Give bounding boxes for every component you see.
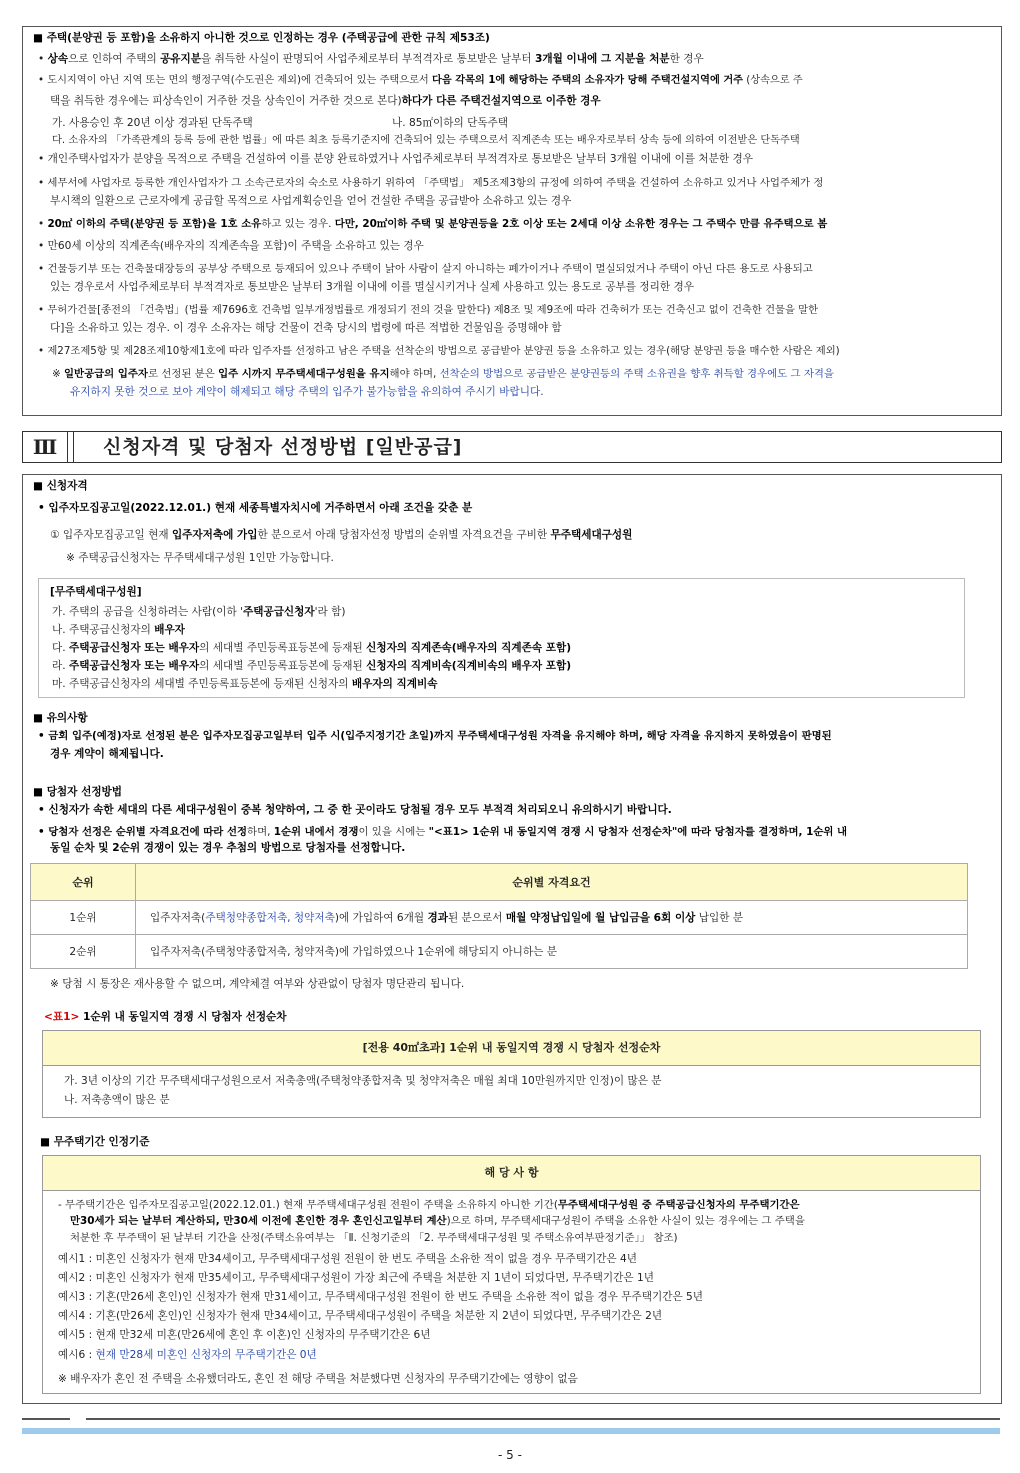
text: 한 분으로서 아래 당첨자선정 방법의 순위별 자격요건을 구비한 <box>257 529 551 541</box>
text-bold: 만30세가 되는 날부터 계산하되, 만30세 이전에 혼인한 경우 혼인신고일부터 계산 <box>70 1215 447 1227</box>
text: )으로 하며, 무주택세대구성원이 주택을 소유한 사실이 있는 경우에는 그 주택을 <box>446 1215 805 1227</box>
text: 가. 주택의 공급을 신청하려는 사람(이하 ' <box>52 606 243 618</box>
table1-line-2: 나. 저축총액이 많은 분 <box>64 1094 170 1106</box>
top-line-17: 유지하지 못한 것으로 보아 계약이 해제되고 해당 주택의 입주가 불가능함을 유의하여 주시기 바랍니다. <box>70 386 544 398</box>
select-note: ※ 당첨 시 통장은 재사용할 수 없으며, 계약체결 여부와 상관없이 당첨자 명단관리 됩니다. <box>50 978 465 990</box>
text: • 도시지역이 아닌 지역 또는 면의 행정구역(수도권은 제외)에 건축되어 있는 주택으로서 <box>38 75 433 86</box>
table1-line-1: 가. 3년 이상의 기간 무주택세대구성원으로서 저축총액(주택청약종합저축 및 청약저축은 매월 최대 10만원까지만 인정)이 많은 분 <box>64 1075 662 1087</box>
table1-header-bar: [전용 40㎡초과] 1순위 내 동일지역 경쟁 시 당첨자 선정순차 <box>42 1030 981 1066</box>
apply-line-2 <box>50 526 632 544</box>
text-bold: 무주택세대구성원 중 주택공급신청자의 무주택기간은 <box>557 1199 800 1211</box>
text-blue: 선착순의 방법으로 공급받은 분양권등의 주택 소유권을 향후 취득할 경우에도 그 자격을 <box>439 368 834 380</box>
top-line-2 <box>38 72 803 90</box>
text: 하며, <box>247 826 274 838</box>
text-bold: 주택공급신청자 <box>243 606 315 618</box>
text: (상속으로 주 <box>743 75 803 86</box>
text-bold: 경과 <box>427 912 448 924</box>
top-line-9 <box>38 215 827 233</box>
section-title: 신청자격 및 당첨자 선정방법 [일반공급] <box>103 436 463 458</box>
text: - 무주택기간은 입주자모집공고일(2022.12.01.) 현재 무주택세대구성원 전원이 주택을 소유하지 아니한 기간( <box>58 1199 558 1211</box>
select-line-3: 동일 순차 및 2순위 경쟁이 있는 경우 추첨의 방법으로 당첨자를 선정합니다. <box>50 842 406 854</box>
text-bold: 다만, 20㎡이하 주택 및 분양권등을 2호 이상 또는 2세대 이상 소유한 경우는 그 주택수 만큼 유주택으로 봄 <box>334 218 828 230</box>
text-blue: 현재 만28세 미혼인 신청자의 무주택기간은 0년 <box>95 1349 317 1361</box>
text: 입주자저축( <box>150 912 206 924</box>
top-line-15: • 제27조제5항 및 제28조제10항제1호에 따라 입주자를 선정하고 남은 주택을 선착순의 방법으로 공급받아 분양권 등을 소유하고 있는 경우(해당 분양권 등을 매수한 사람은 제외) <box>38 345 840 357</box>
text: 으로 인하여 주택의 <box>68 53 161 65</box>
table-row <box>31 935 968 969</box>
period-line-2 <box>70 1212 805 1230</box>
text-bold: 3개월 이내에 그 지분을 처분 <box>534 53 670 65</box>
text: 하고 있는 경우. <box>261 218 335 230</box>
text-bold: 배우자 <box>154 624 185 636</box>
top-line-8: 부시책의 일환으로 근로자에게 공급할 목적으로 사업계획승인을 얻어 건설한 주택을 공급받아 소유하고 있는 경우 <box>50 195 572 207</box>
text-bold: 신청자의 직계존속(배우자의 직계존속 포함) <box>366 642 572 654</box>
select-heading: ■ 당첨자 선정방법 <box>33 786 123 798</box>
text: 나. 주택공급신청자의 <box>52 624 155 636</box>
text-bold: 일반공급의 입주자 <box>64 368 148 380</box>
period-line-3: 처분한 후 무주택이 된 날부터 기간을 산정(주택소유여부는 「Ⅱ. 신청기준의 「2. 무주택세대구성원 및 주택소유여부판정기준」」 참조) <box>70 1232 678 1244</box>
example-5: 예시5 : 현재 만32세 미혼(만26세에 혼인 후 이혼)인 신청자의 무주택기간은 6년 <box>58 1329 431 1341</box>
text-bold: 배우자의 직계비속 <box>351 678 438 690</box>
top-line-6: • 개인주택사업자가 분양을 목적으로 주택을 건설하여 이를 분양 완료하였거나 사업주체로부터 부적격자로 통보받은 날부터 3개월 이내에 이를 처분한 경우 <box>38 153 753 165</box>
example-6 <box>58 1346 317 1364</box>
top-line-11: • 건물등기부 또는 건축물대장등의 공부상 주택으로 등재되어 있으나 주택이 낡아 사람이 살지 아니하는 폐가이거나 주택이 멸실되었거나 주택이 아닌 다른 용도로 사용되고 <box>38 263 813 275</box>
household-line-3 <box>52 639 571 657</box>
text-bold: 무주택세대구성원 <box>550 529 633 541</box>
footer-rule-right <box>86 1418 1000 1420</box>
text-bold: 주택공급신청자 또는 배우자 <box>68 660 200 672</box>
section-number: Ⅲ <box>23 432 68 462</box>
text: 한 경우 <box>669 53 704 65</box>
top-line-10: • 만60세 이상의 직계존속(배우자의 직계존속을 포함)이 주택을 소유하고 있는 경우 <box>38 240 424 252</box>
household-box-title: [무주택세대구성원] <box>50 586 142 598</box>
apply-line-3: ※ 주택공급신청자는 무주택세대구성원 1인만 가능합니다. <box>66 552 334 564</box>
period-heading: ■ 무주택기간 인정기준 <box>40 1136 150 1148</box>
text: )에 가입하여 6개월 <box>334 912 428 924</box>
rank-table <box>30 863 968 969</box>
text: 해야 하며, <box>389 368 440 380</box>
period-header-bar: 해 당 사 항 <box>42 1155 981 1191</box>
top-line-4a: 가. 사용승인 후 20년 이상 경과된 단독주택 <box>52 117 253 129</box>
text: 의 세대별 주민등록표등본에 등재된 <box>199 660 367 672</box>
household-line-4 <box>52 657 571 675</box>
text: 택을 취득한 경우에는 피상속인이 거주한 것을 상속인이 거주한 것으로 본다) <box>50 95 402 107</box>
top-line-12: 있는 경우로서 사업주체로부터 부적격자로 통보받은 날부터 3개월 이내에 이를 멸실시키거나 실제 사용하고 있는 용도로 공부를 정리한 경우 <box>50 281 694 293</box>
example-4: 예시4 : 기혼(만26세 혼인)인 신청자가 현재 만34세이고, 무주택세대구성원이 주택을 처분한 지 2년이 되었다면, 무주택기간은 2년 <box>58 1310 663 1322</box>
text-bold: 입주 시까지 무주택세대구성원을 유지 <box>218 368 390 380</box>
household-line-2 <box>52 621 185 639</box>
example-3: 예시3 : 기혼(만26세 혼인)인 신청자가 현재 만31세이고, 무주택세대구성원 전원이 한 번도 주택을 소유한 적이 없을 경우 무주택기간은 5년 <box>58 1291 704 1303</box>
bullet: • <box>38 218 48 230</box>
select-line-1: • 신청자가 속한 세대의 다른 세대구성원이 중복 청약하여, 그 중 한 곳이라도 당첨될 경우 모두 부적격 처리되오니 유의하시기 바랍니다. <box>38 804 672 816</box>
text-bold: 신청자의 직계비속(직계비속의 배우자 포함) <box>366 660 572 672</box>
table1-label <box>44 1008 287 1026</box>
top-line-16 <box>52 365 834 383</box>
period-note: ※ 배우자가 혼인 전 주택을 소유했더라도, 혼인 전 해당 주택을 처분했다면 신청자의 무주택기간에는 영향이 없음 <box>58 1373 578 1385</box>
table-label-red: <표1> <box>44 1011 80 1023</box>
apply-line-1: • 입주자모집공고일(2022.12.01.) 현재 세종특별자치시에 거주하면서 아래 조건을 갖춘 분 <box>38 502 473 514</box>
text-bold: 주택공급신청자 또는 배우자 <box>68 642 200 654</box>
text: 예시6 : <box>58 1349 96 1361</box>
top-line-5: 다. 소유자의 「가족관계의 등록 등에 관한 법률」에 따른 최초 등록기준지에 건축되어 있는 주택으로서 직계존속 또는 배우자로부터 상속 등에 의하여 이전받은 단독주택 <box>52 135 800 146</box>
text: ① 입주자모집공고일 현재 <box>50 529 172 541</box>
caution-line-2: 경우 계약이 해제됩니다. <box>50 748 164 760</box>
text-bold: 하다가 다른 주택건설지역으로 이주한 경우 <box>401 95 601 107</box>
section-header <box>22 431 1002 463</box>
text-bold: 1순위 내에서 경쟁 <box>273 826 359 838</box>
top-line-13: • 무허가건물[종전의 「건축법」(법률 제7696호 건축법 일부개정법률로 개정되기 전의 것을 말한다) 제8조 및 제9조에 따라 건축허가 또는 건축신고 없이 건축한 건물을 말한 <box>38 304 819 316</box>
household-line-1 <box>52 603 346 621</box>
rank-cell: 1순위 <box>31 901 136 935</box>
footer-rule-left <box>22 1418 70 1420</box>
text: 마. 주택공급신청자의 세대별 주민등록표등본에 등재된 신청자의 <box>52 678 352 690</box>
text-bold: 입주자저축에 가입 <box>171 529 258 541</box>
text-bold: 상속 <box>47 53 69 65</box>
text-blue: 주택청약종합저축, 청약저축 <box>205 912 335 924</box>
requirement-cell <box>136 901 968 935</box>
non-owner-heading: ■ 주택(분양권 등 포함)을 소유하지 아니한 것으로 인정하는 경우 (주택공급에 관한 규칙 제53조) <box>33 32 490 44</box>
footer-blue-bar <box>22 1428 1000 1434</box>
text-bold: 공유지분 <box>160 53 202 65</box>
text: 의 세대별 주민등록표등본에 등재된 <box>199 642 367 654</box>
text: '라 함) <box>314 606 346 618</box>
example-1: 예시1 : 미혼인 신청자가 현재 만34세이고, 무주택세대구성원 전원이 한 번도 주택을 소유한 적이 없을 경우 무주택기간은 4년 <box>58 1253 637 1265</box>
top-line-3 <box>50 92 601 110</box>
apply-heading: ■ 신청자격 <box>33 480 88 492</box>
example-2: 예시2 : 미혼인 신청자가 현재 만35세이고, 무주택세대구성원이 가장 최근에 주택을 처분한 지 1년이 되었다면, 무주택기간은 1년 <box>58 1272 654 1284</box>
text-bold: • 당첨자 선정은 순위별 자격요건에 따라 선정 <box>38 826 248 838</box>
top-line-7: • 세무서에 사업자로 등록한 개인사업자가 그 소속근로자의 숙소로 사용하기 위하여 「주택법」 제5조제3항의 규정에 의하여 주택을 건설하여 소유하고 있거나 사업주체가 정 <box>38 177 824 189</box>
caution-heading: ■ 유의사항 <box>33 712 88 724</box>
text-bold: 다음 각목의 1에 해당하는 주택의 소유자가 당해 주택건설지역에 거주 <box>432 75 744 86</box>
text: 된 분으로서 <box>447 912 506 924</box>
top-line-4b: 나. 85㎡이하의 단독주택 <box>392 117 509 129</box>
col-requirement: 순위별 자격요건 <box>136 864 968 901</box>
table-header-row <box>31 864 968 901</box>
note-mark: ※ <box>52 368 65 380</box>
text-bold: 20㎡ 이하의 주택(분양권 등 포함)을 1호 소유 <box>47 218 262 230</box>
page-number: - 5 - <box>498 1448 522 1462</box>
top-line-1 <box>38 50 704 68</box>
text-bold: "<표1> 1순위 내 동일지역 경쟁 시 당첨자 선정순차"에 따라 당첨자를 결정하며, 1순위 내 <box>428 826 848 838</box>
table-row <box>31 901 968 935</box>
text-bold: 매월 약정납입일에 월 납입금을 6회 이상 <box>505 912 696 924</box>
text: 라. <box>52 660 69 672</box>
rank-cell: 2순위 <box>31 935 136 969</box>
requirement-cell: 입주자저축(주택청약종합저축, 청약저축)에 가입하였으나 1순위에 해당되지 아니하는 분 <box>136 935 968 969</box>
text: 을 취득한 사실이 판명되어 사업주체로부터 부적격자로 통보받은 날부터 <box>201 53 535 65</box>
bullet: • <box>38 53 48 65</box>
caution-line-1: • 금회 입주(예정)자로 선정된 분은 입주자모집공고일부터 입주 시(입주지정기간 초일)까지 무주택세대구성원 자격을 유지해야 하며, 해당 자격을 유지하지 못하였음이 판명된 <box>38 730 832 742</box>
top-line-14: 다]을 소유하고 있는 경우. 이 경우 소유자는 해당 건물이 건축 당시의 법령에 따른 적법한 건물임을 증명해야 함 <box>50 322 562 334</box>
section-divider <box>73 432 74 462</box>
text: 이 있을 시에는 <box>358 826 429 838</box>
col-rank: 순위 <box>31 864 136 901</box>
text-bold: 1순위 내 동일지역 경쟁 시 당첨자 선정순차 <box>79 1011 287 1023</box>
household-line-5 <box>52 675 437 693</box>
text: 다. <box>52 642 69 654</box>
text: 납입한 분 <box>695 912 744 924</box>
text: 로 선정된 분은 <box>147 368 219 380</box>
